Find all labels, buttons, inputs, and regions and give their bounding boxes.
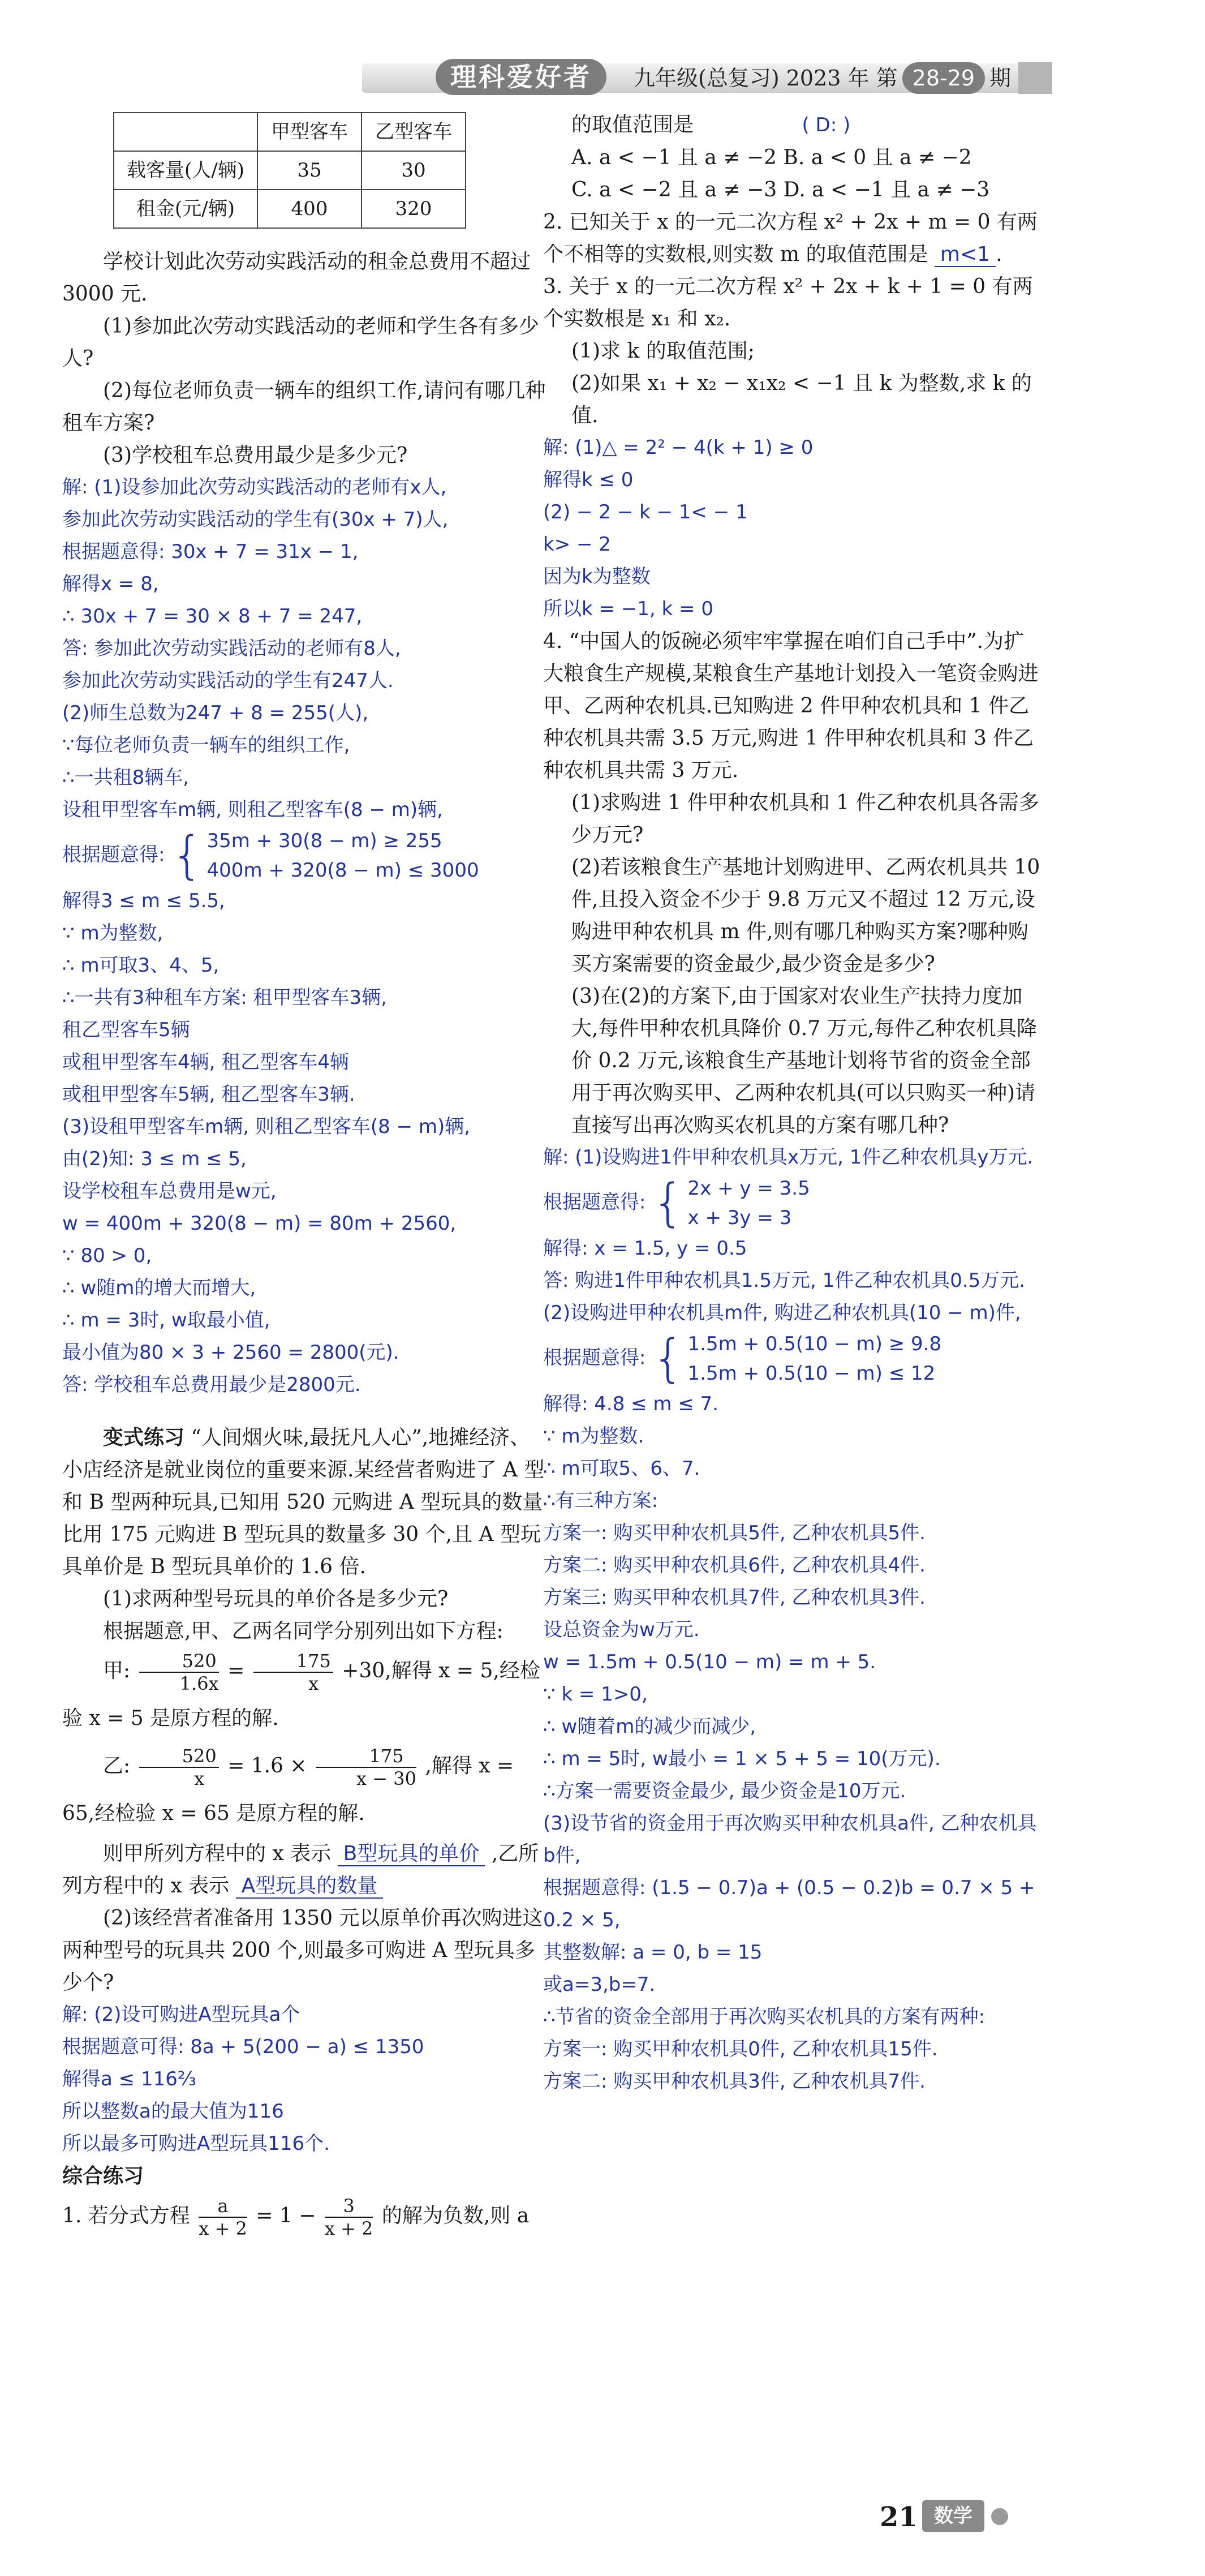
- answer-line: ∴ w随着m的减少而减少,: [543, 1715, 756, 1738]
- answer-line: (2)师生总数为247 + 8 = 255(人),: [62, 702, 369, 724]
- answer-line: 设租甲型客车m辆, 则租乙型客车(8 − m)辆,: [62, 798, 443, 821]
- fraction: $\frac{175}{x}$: [253, 1650, 333, 1694]
- comp-question-2: 2. 已知关于 x 的一元二次方程 x² + 2x + m = 0 有两个不相等的实数根,则实数 m 的取值范围是 m<1 .: [543, 211, 1038, 266]
- answer-line: 解得: x = 1.5, y = 0.5: [543, 1237, 747, 1260]
- system-line: 1.5m + 0.5(10 − m) ≥ 9.8: [687, 1333, 942, 1355]
- answer-line: 参加此次劳动实践活动的学生有(30x + 7)人,: [62, 508, 449, 531]
- answer-line: ∵ 80 > 0,: [62, 1244, 152, 1267]
- answer-line: 答: 参加此次劳动实践活动的老师有8人,: [62, 637, 401, 660]
- variant-question-1: (1)求两种型号玩具的单价各是多少元?: [103, 1587, 449, 1611]
- variant-question-2: (2)该经营者准备用 1350 元以原单价再次购进这两种型号的玩具共 200 个,则最多可购进 A 型玩具多少个?: [62, 1907, 543, 1994]
- year: 2023 年: [786, 66, 870, 91]
- answer-line: 方案二: 购买甲种农机具3件, 乙种农机具7件.: [543, 2070, 926, 2093]
- answer-line: ∴ w随m的增大而增大,: [62, 1277, 256, 1299]
- answer-line: 因为k为整数: [543, 565, 651, 588]
- answer-line: 方案三: 购买甲种农机具7件, 乙种农机具3件.: [543, 1586, 926, 1609]
- answer-line: (2)设购进甲种农机具m件, 购进乙种农机具(10 − m)件,: [543, 1302, 1021, 1324]
- answer-line: 解得3 ≤ m ≤ 5.5,: [62, 890, 225, 912]
- table-cell: 载客量(人/辆): [114, 151, 257, 190]
- answer-line: 解: (1)△ = 2² − 4(k + 1) ≥ 0: [543, 436, 814, 459]
- answer-line: 设总资金为w万元.: [543, 1618, 700, 1641]
- fraction: $\frac{520}{x}$: [139, 1745, 219, 1789]
- table-cell: 35: [257, 151, 361, 190]
- fill-answer-1: B型玩具的单价: [338, 1842, 485, 1866]
- answer-line: 或a=3,b=7.: [543, 1973, 656, 1996]
- issue-suffix: 期: [989, 66, 1012, 91]
- answer-line: 解得a ≤ 116⅔: [62, 2068, 196, 2090]
- comp-question-4-1: (1)求购进 1 件甲种农机具和 1 件乙种农机具各需多少万元?: [571, 791, 1039, 847]
- answer-line: w = 400m + 320(8 − m) = 80m + 2560,: [62, 1212, 457, 1235]
- fraction: $\frac{a}{x + 2}$: [199, 2195, 247, 2239]
- issue-number: 28-29: [902, 62, 985, 94]
- inequality-system: 根据题意得: { 1.5m + 0.5(10 − m) ≥ 9.8 1.5m + 0.5(10 − m) ≤ 12: [543, 1329, 942, 1388]
- answer-line: ∵ m为整数,: [62, 922, 163, 944]
- system-brace: { 1.5m + 0.5(10 − m) ≥ 9.8 1.5m + 0.5(10 − m) ≤ 12: [652, 1329, 942, 1388]
- header-tail: [1018, 62, 1052, 94]
- system-line: 35m + 30(8 − m) ≥ 255: [206, 830, 442, 852]
- label-jia: 甲:: [103, 1659, 131, 1682]
- right-column: [543, 109, 1041, 2098]
- system-brace: { 35m + 30(8 − m) ≥ 255 400m + 320(8 − m) ≤ 3000: [171, 826, 479, 885]
- table-row: [114, 113, 466, 151]
- answer-block-2: [62, 1999, 549, 2160]
- answer-line: 方案一: 购买甲种农机具0件, 乙种农机具15件.: [543, 2038, 938, 2060]
- table-cell: [114, 113, 257, 151]
- answer-line: (3)设租甲型客车m辆, 则租乙型客车(8 − m)辆,: [62, 1115, 471, 1138]
- answer-line: k> − 2: [543, 533, 611, 556]
- answer-line: ∵ m为整数.: [543, 1425, 644, 1448]
- answer-line: 方案一: 购买甲种农机具5件, 乙种农机具5件.: [543, 1522, 926, 1544]
- system-prefix: 根据题意得:: [62, 843, 165, 866]
- answer-line: 答: 购进1件甲种农机具1.5万元, 1件乙种农机具0.5万元.: [543, 1269, 1026, 1292]
- equation-yi: 乙: $\frac{520}{x}$ = 1.6 × $\frac{175}{x - 30}$ ,解得 x = 65,经检验 x = 65 是原方程的解.: [62, 1745, 514, 1825]
- variant-exercise: [62, 1422, 549, 1583]
- answer-line: 参加此次劳动实践活动的学生有247人.: [62, 669, 394, 692]
- answer-line: ∴有三种方案:: [543, 1489, 659, 1512]
- issue-prefix: 第: [876, 66, 898, 91]
- table-header: 甲型客车: [257, 113, 361, 151]
- system-line: 1.5m + 0.5(10 − m) ≤ 12: [687, 1362, 936, 1385]
- footer-dot-icon: [991, 2508, 1008, 2525]
- fraction: $\frac{175}{x - 30}$: [316, 1745, 416, 1789]
- comp-question-3-1: (1)求 k 的取值范围;: [571, 340, 755, 363]
- inequality-system: [62, 826, 549, 885]
- answer-line: 方案二: 购买甲种农机具6件, 乙种农机具4件.: [543, 1554, 926, 1577]
- comp-question-4-3: (3)在(2)的方案下,由于国家对农业生产扶持力度加大,每件甲种农机具降价 0.7 万元,每件乙种农机具降价 0.2 万元,该粮食生产基地计划将节省的资金全部用于再次购买甲、乙两种农机具(可以只购买一种)请直接写出再次购买农机具的方案有哪几种?: [571, 985, 1038, 1137]
- options-line: C. a < −2 且 a ≠ −3 D. a < −1 且 a ≠ −3: [571, 178, 990, 201]
- answer-line: 解: (1)设参加此次劳动实践活动的老师有x人,: [62, 476, 447, 499]
- fill-answer: m<1: [935, 243, 996, 267]
- answer-line: ∴节省的资金全部用于再次购买农机具的方案有两种:: [543, 2006, 985, 2028]
- answer-line: 所以k = −1, k = 0: [543, 598, 713, 620]
- comp-question-1-cont: 的取值范围是 ( D: ): [571, 113, 851, 136]
- table-cell: 320: [361, 190, 466, 228]
- comp-question-3: 3. 关于 x 的一元二次方程 x² + 2x + k + 1 = 0 有两个实数根是 x₁ 和 x₂.: [543, 275, 1033, 330]
- answer-block-1: [62, 471, 549, 1401]
- fraction: $\frac{520}{1.6x}$: [139, 1650, 219, 1694]
- question-1: (1)参加此次劳动实践活动的老师和学生各有多少人?: [62, 315, 539, 370]
- answer-line: ∴一共有3种租车方案: 租甲型客车3辆,: [62, 986, 387, 1009]
- answer-line: 设学校租车总费用是w元,: [62, 1180, 277, 1203]
- table-cell: 30: [361, 151, 466, 190]
- header-info: [634, 62, 1011, 94]
- system-line: 2x + y = 3.5: [687, 1177, 810, 1200]
- table-cell: 400: [257, 190, 361, 228]
- answer-block-3: [543, 432, 1041, 625]
- variant-question-1b: 根据题意,甲、乙两名同学分别列出如下方程:: [103, 1620, 503, 1643]
- answer-line: ∴方案一需要资金最少, 最少资金是10万元.: [543, 1780, 906, 1802]
- answer-line: 解得: 4.8 ≤ m ≤ 7.: [543, 1393, 719, 1415]
- answer-line: ∴ m = 3时, w取最小值,: [62, 1309, 270, 1332]
- comprehensive-title: 综合练习: [62, 2165, 144, 2188]
- answer-line: ∵每位老师负责一辆车的组织工作,: [62, 734, 350, 757]
- grade: 九年级(总复习): [634, 66, 780, 91]
- fraction: $\frac{3}{x + 2}$: [324, 2195, 373, 2239]
- comp-question-1: 1. 若分式方程 $\frac{a}{x + 2}$ = 1 − $\frac{3}{x + 2}$ 的解为负数,则 a: [62, 2195, 530, 2239]
- header: [0, 54, 1052, 100]
- fill-blank-question: 则甲所列方程中的 x 表示 B型玩具的单价 ,乙所列方程中的 x 表示 A型玩具的数量: [62, 1842, 539, 1897]
- table-cell: 租金(元/辆): [114, 190, 257, 228]
- system-line: 400m + 320(8 − m) ≤ 3000: [206, 859, 479, 882]
- answer-line: w = 1.5m + 0.5(10 − m) = m + 5.: [543, 1651, 876, 1673]
- choice-answer: ( D: ): [802, 114, 851, 136]
- label-yi: 乙:: [103, 1754, 131, 1778]
- answer-line: ∴ m可取3、4、5,: [62, 954, 220, 977]
- question-3: (3)学校租车总费用最少是多少元?: [103, 444, 408, 467]
- comp-question-3-2: (2)如果 x₁ + x₂ − x₁x₂ < −1 且 k 为整数,求 k 的值.: [571, 372, 1032, 427]
- equation-jia: 甲: $\frac{520}{1.6x}$ = $\frac{175}{x}$ +30,解得 x = 5,经检验 x = 5 是原方程的解.: [62, 1650, 540, 1730]
- variant-text: “人间烟火味,最抚凡人心”,地摊经济、小店经济是就业岗位的重要来源.某经营者购进了 A 型和 B 型两种玩具,已知用 520 元购进 A 型玩具的数量比用 175 元购进 B 型玩具的数量多 30 个,且 A 型玩具单价是 B 型玩具单价的 1.6 倍.: [62, 1426, 545, 1578]
- comp-question-4: 4. “中国人的饭碗必须牢牢掌握在咱们自己手中”.为扩大粮食生产规模,某粮食生产基地计划投入一笔资金购进甲、乙两种农机具.已知购进 2 件甲种农机具和 1 件乙种农机具共需 3.5 万元,购进 1 件甲种农机具和 3 件乙种农机具共需 3 万元.: [543, 630, 1039, 782]
- options-line: A. a < −1 且 a ≠ −2 B. a < 0 且 a ≠ −2: [571, 146, 972, 169]
- answer-line: 最小值为80 × 3 + 2560 = 2800(元).: [62, 1341, 399, 1364]
- answer-line: 解得x = 8,: [62, 573, 159, 595]
- answer-line: 或租甲型客车4辆, 租乙型客车4辆: [62, 1051, 349, 1074]
- table-row: [114, 190, 466, 228]
- answer-line: ∴ 30x + 7 = 30 × 8 + 7 = 247,: [62, 605, 363, 628]
- page-number: 21: [880, 2501, 918, 2533]
- equation-system: 根据题意得: { 2x + y = 3.5 x + 3y = 3: [543, 1173, 810, 1233]
- answer-line: 所以整数a的最大值为116: [62, 2100, 284, 2123]
- answer-block-4: [543, 1141, 1041, 2098]
- table-row: [114, 151, 466, 190]
- answer-line: 其整数解: a = 0, b = 15: [543, 1941, 763, 1964]
- answer-line: ∵ k = 1>0,: [543, 1683, 648, 1706]
- answer-line: 根据题意得: 30x + 7 = 31x − 1,: [62, 540, 359, 563]
- answer-line: 由(2)知: 3 ≤ m ≤ 5,: [62, 1148, 247, 1170]
- brand-logo: 理科爱好者: [436, 59, 606, 95]
- answer-line: 租乙型客车5辆: [62, 1019, 190, 1041]
- variant-title: 变式练习: [103, 1426, 185, 1449]
- answer-line: 所以最多可购进A型玩具116个.: [62, 2132, 330, 2155]
- answer-line: 答: 学校租车总费用最少是2800元.: [62, 1373, 361, 1396]
- table-header: 乙型客车: [361, 113, 466, 151]
- answer-line: ∴ m = 5时, w最小 = 1 × 5 + 5 = 10(万元).: [543, 1748, 941, 1770]
- answer-line: ∴一共租8辆车,: [62, 766, 190, 789]
- answer-line: 解: (2)设可购进A型玩具a个: [62, 2003, 300, 2026]
- answer-line: (2) − 2 − k − 1< − 1: [543, 501, 748, 523]
- answer-line: 根据题意得: (1.5 − 0.7)a + (0.5 − 0.2)b = 0.7 × 5 + 0.2 × 5,: [543, 1877, 1035, 1931]
- fill-answer-2: A型玩具的数量: [236, 1874, 384, 1899]
- question-2: (2)每位老师负责一辆车的组织工作,请问有哪几种租车方案?: [62, 379, 546, 435]
- system-brace: { 2x + y = 3.5 x + 3y = 3: [652, 1173, 810, 1233]
- system-line: x + 3y = 3: [687, 1207, 792, 1229]
- answer-line: ∴ m可取5、6、7.: [543, 1457, 700, 1480]
- comp-question-4-2: (2)若该粮食生产基地计划购进甲、乙两农机具共 10 件,且投入资金不少于 9.8 万元又不超过 12 万元,设购进甲种农机具 m 件,则有哪几种购买方案?哪种购买方案需要的资金最少,最少资金是多少?: [571, 856, 1040, 976]
- answer-line: (3)设节省的资金用于再次购买甲种农机具a件, 乙种农机具b件,: [543, 1812, 1037, 1867]
- rent-table: [113, 112, 466, 229]
- answer-line: 解: (1)设购进1件甲种农机具x万元, 1件乙种农机具y万元.: [543, 1146, 1034, 1169]
- answer-line: 或租甲型客车5辆, 租乙型客车3辆.: [62, 1083, 355, 1106]
- subject-tag: 数学: [922, 2500, 984, 2532]
- left-column: [62, 109, 549, 2240]
- answer-line: 解得k ≤ 0: [543, 469, 634, 491]
- answer-line: 根据题意可得: 8a + 5(200 − a) ≤ 1350: [62, 2036, 424, 2058]
- problem-text: 学校计划此次劳动实践活动的租金总费用不超过 3000 元.: [62, 250, 531, 306]
